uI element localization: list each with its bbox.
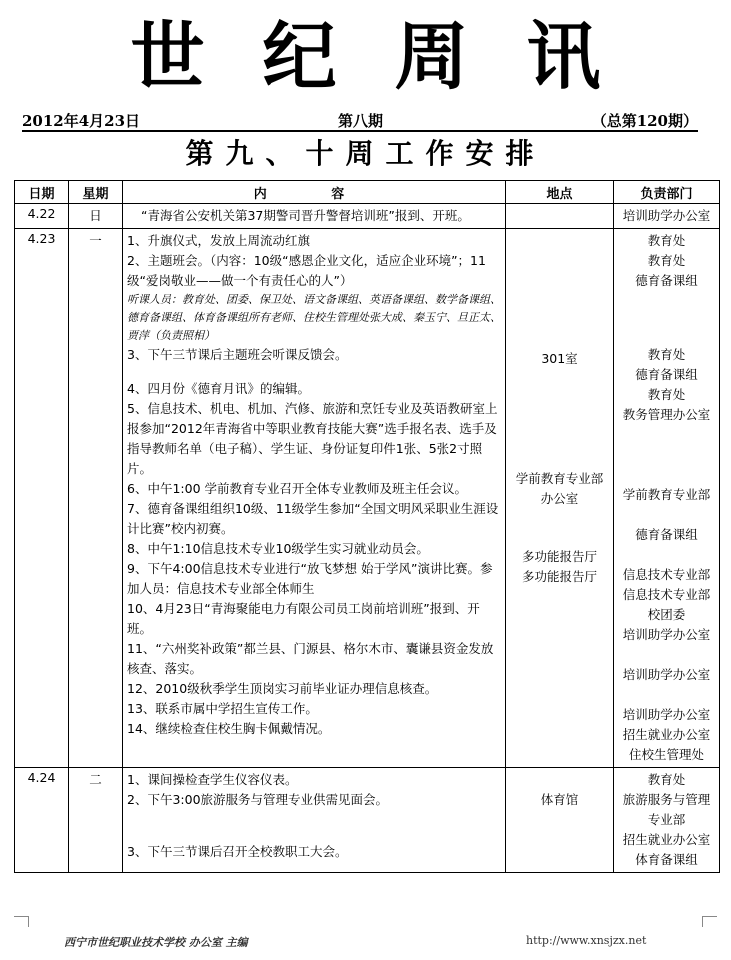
dept-item: 教育处 xyxy=(647,772,686,787)
dept-item: 信息技术专业部 xyxy=(622,567,711,582)
dept-item: 德育备课组 xyxy=(635,273,698,288)
dept-item: 德育备课组 xyxy=(635,527,698,542)
page-corner-mark-left xyxy=(14,916,29,927)
row-date: 4.24 xyxy=(15,768,69,873)
row-dept xyxy=(614,768,720,873)
content-item: 6、中午1:00 学前教育专业召开全体专业教师及班主任会议。 xyxy=(127,481,467,496)
header-weekday: 星期 xyxy=(69,181,123,204)
row-weekday: 二 xyxy=(69,768,123,873)
row-place xyxy=(506,768,614,873)
dept-item: 培训助学办公室 xyxy=(622,208,711,223)
schedule-heading: 第九、十周工作安排 xyxy=(185,137,546,170)
footer-url: http://www.xnsjzx.net xyxy=(526,934,647,947)
row-content xyxy=(123,204,506,229)
row-place xyxy=(506,229,614,768)
dept-item: 教育处 xyxy=(647,387,686,402)
content-item: 11、“六州奖补政策”都兰县、门源县、格尔木市、囊谦县资金发放核查、落实。 xyxy=(127,641,494,676)
dept-item: 旅游服务与管理专业部 xyxy=(622,792,711,827)
schedule-table xyxy=(14,180,720,873)
row-weekday: 一 xyxy=(69,229,123,768)
content-item: 13、联系市属中学招生宣传工作。 xyxy=(127,701,318,716)
table-row xyxy=(15,768,720,873)
dept-item: 培训助学办公室 xyxy=(622,667,711,682)
table-row xyxy=(15,229,720,768)
row-dept xyxy=(614,229,720,768)
dept-item: 教务管理办公室 xyxy=(622,407,711,422)
row-weekday: 日 xyxy=(69,204,123,229)
table-header-row xyxy=(15,181,720,204)
dept-item: 教育处 xyxy=(647,233,686,248)
dept-item: 学前教育专业部 xyxy=(622,487,711,502)
content-item: 14、继续检查住校生胸卡佩戴情况。 xyxy=(127,721,331,736)
row-content xyxy=(123,229,506,768)
dept-item: 校团委 xyxy=(647,607,686,622)
content-item: 4、四月份《德育月讯》的编辑。 xyxy=(127,381,310,396)
content-item: 1、课间操检查学生仪容仪表。 xyxy=(127,772,298,787)
header-date: 日期 xyxy=(15,181,69,204)
content-item: 10、4月23日“青海聚能电力有限公司员工岗前培训班”报到、开班。 xyxy=(127,601,480,636)
dept-item: 招生就业办公室 xyxy=(622,727,711,742)
dept-item: 培训助学办公室 xyxy=(622,707,711,722)
footer-editor: 西宁市世纪职业技术学校 办公室 主编 xyxy=(64,936,248,949)
content-item-attendees: 听课人员：教育处、团委、保卫处、语文备课组、英语备课组、数学备课组、德育备课组、体育备课组所有老师、住校生管理处张大成、秦玉宁、旦正太、贾萍（负责照相） xyxy=(127,293,501,342)
page-corner-mark-right xyxy=(702,916,717,927)
header-content: 内 容 xyxy=(123,181,506,204)
content-item: 2、主题班会。（内容：10级“感恩企业文化，适应企业环境”；11级“爱岗敬业——做一个有责任心的人”） xyxy=(127,253,486,288)
dept-item: 教育处 xyxy=(647,347,686,362)
content-item: 3、下午三节课后主题班会听课反馈会。 xyxy=(127,347,348,362)
row-place xyxy=(506,204,614,229)
place-item: 学前教育专业部办公室 xyxy=(515,471,604,506)
place-item: 多功能报告厅 xyxy=(521,549,597,564)
content-item: 8、中午1:10信息技术专业10级学生实习就业动员会。 xyxy=(127,541,429,556)
issue-total-number: （总第120期） xyxy=(591,112,698,130)
issue-info-line xyxy=(22,110,698,132)
row-content xyxy=(123,768,506,873)
issue-date: 2012年4月23日 xyxy=(22,112,141,130)
place-item: 301室 xyxy=(541,351,578,366)
content-item: 7、德育备课组组织10级、11级学生参加“全国文明风采职业生涯设计比赛”校内初赛。 xyxy=(127,501,499,536)
dept-item: 培训助学办公室 xyxy=(622,627,711,642)
content-item: 12、2010级秋季学生顶岗实习前毕业证办理信息核查。 xyxy=(127,681,438,696)
row-date: 4.22 xyxy=(15,204,69,229)
content-item: 1、升旗仪式，发放上周流动红旗 xyxy=(127,233,310,248)
header-place: 地点 xyxy=(506,181,614,204)
content-item: “青海省公安机关第37期警司晋升警督培训班”报到、开班。 xyxy=(141,208,470,223)
issue-number: 第八期 xyxy=(338,112,384,130)
dept-item: 教育处 xyxy=(647,253,686,268)
place-item: 多功能报告厅 xyxy=(521,569,597,584)
row-date: 4.23 xyxy=(15,229,69,768)
place-item: 体育馆 xyxy=(540,792,579,807)
header-dept: 负责部门 xyxy=(614,181,720,204)
newsletter-masthead: 世纪周讯 xyxy=(130,14,659,100)
dept-item: 招生就业办公室 xyxy=(622,832,711,847)
row-dept xyxy=(614,204,720,229)
dept-item: 德育备课组 xyxy=(635,367,698,382)
dept-item: 体育备课组 xyxy=(635,852,698,867)
content-item: 9、下午4:00信息技术专业进行“放飞梦想 始于学风”演讲比赛。参加人员：信息技术专业部全体师生 xyxy=(127,561,493,596)
content-item: 3、下午三节课后召开全校教职工大会。 xyxy=(127,844,348,859)
dept-item: 信息技术专业部 xyxy=(622,587,711,602)
content-item: 5、信息技术、机电、机加、汽修、旅游和烹饪专业及英语教研室上报参加“2012年青海省中等职业教育技能大赛”选手报名表、选手及指导教师名单（电子稿）、学生证、身份证复印件1张、5张2寸照片。 xyxy=(127,401,498,476)
table-row xyxy=(15,204,720,229)
content-item: 2、下午3:00旅游服务与管理专业供需见面会。 xyxy=(127,792,389,807)
dept-item: 住校生管理处 xyxy=(628,747,704,762)
